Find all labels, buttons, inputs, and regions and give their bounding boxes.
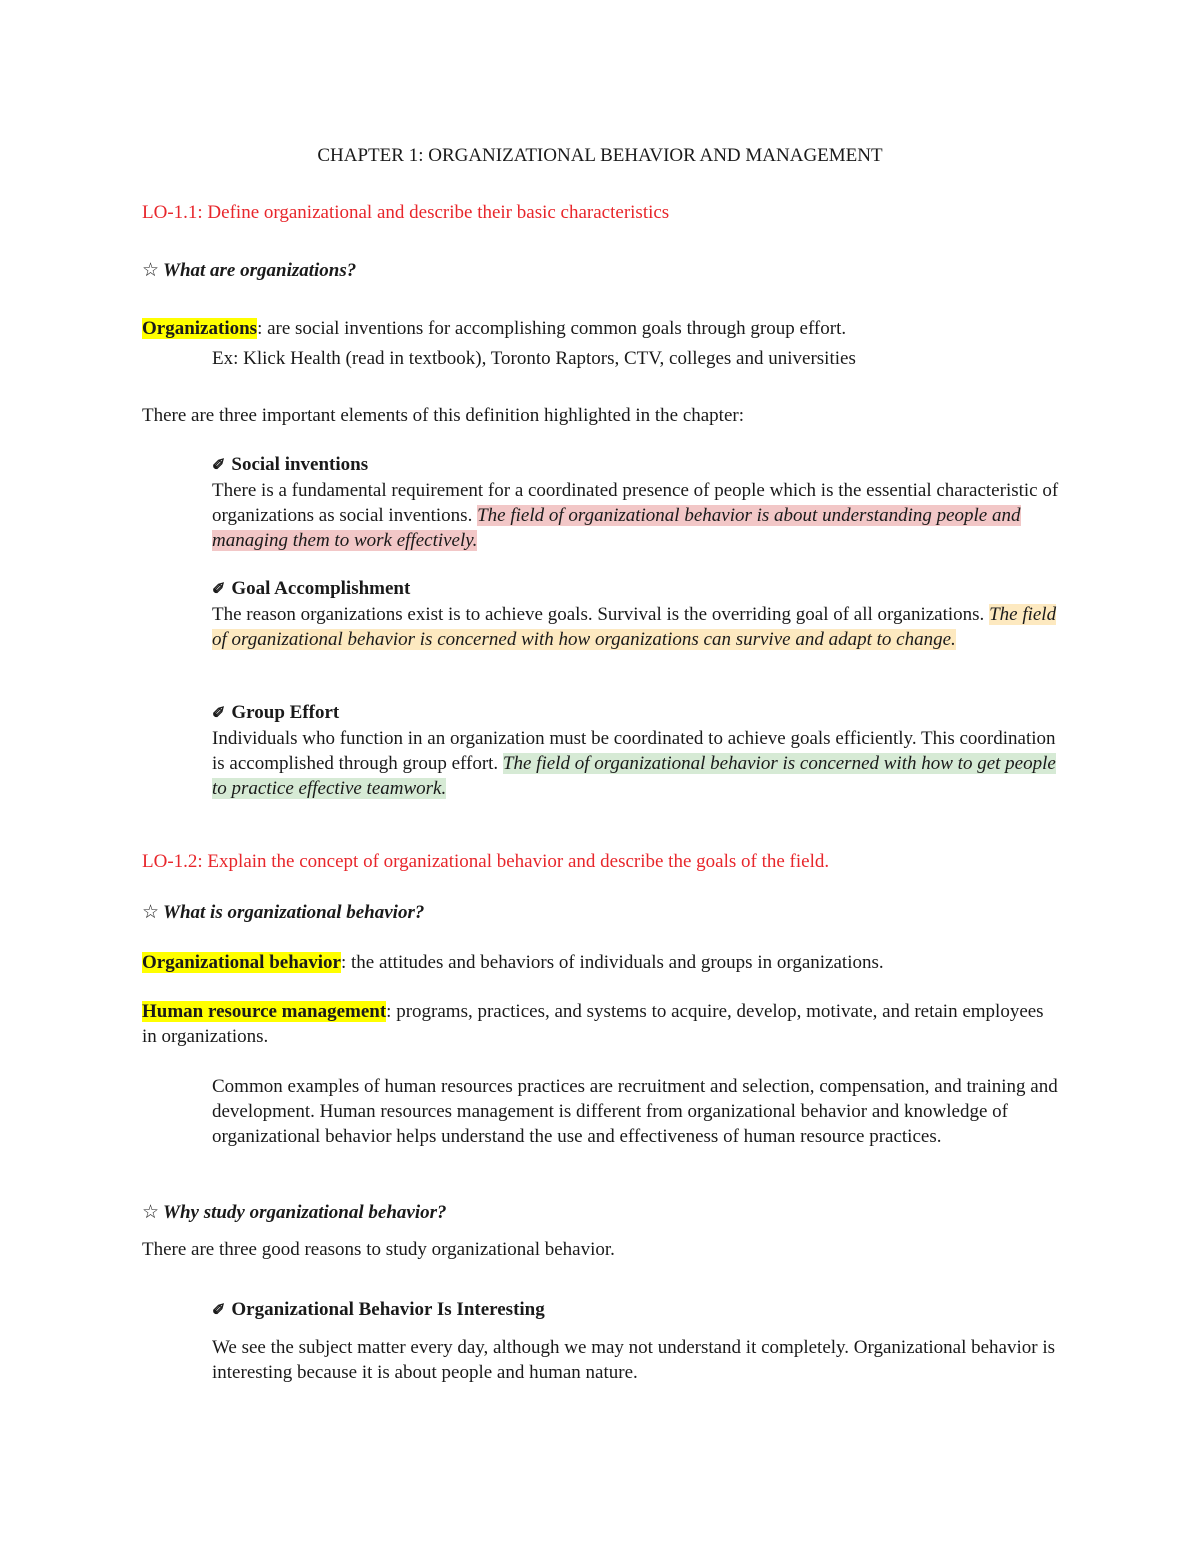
three-elements-intro: There are three important elements of this definition highlighted in the chapter:	[142, 405, 744, 426]
question-what-is-ob: ☆ What is organizational behavior?	[142, 902, 425, 923]
highlight-pink: The field of organizational behavior is about understanding people and managing them to work effectively.	[212, 505, 1021, 551]
term-organizational-behavior: Organizational behavior	[142, 952, 341, 973]
term-human-resource-management: Human resource management	[142, 1001, 387, 1022]
question-why-study-ob: ☆ Why study organizational behavior?	[142, 1202, 447, 1223]
term-organizations: Organizations	[142, 318, 258, 339]
pen-icon: ✐	[212, 705, 226, 722]
learning-objective-1-2: LO-1.2: Explain the concept of organizational behavior and describe the goals of the field.	[142, 851, 830, 872]
highlight-green: The field of organizational behavior is concerned with how to get people to practice effective teamwork.	[212, 753, 1056, 799]
organizations-definition: Organizations: are social inventions for accomplishing common goals through group effort.	[142, 318, 847, 339]
ob-definition: Organizational behavior: the attitudes and behaviors of individuals and groups in organizations.	[142, 952, 884, 973]
element-group-effort: ✐ Group Effort Individuals who function in an organization must be coordinated to achieve goals efficiently. This coordination is accomplished through group effort. The field of organizational behavior is concerned with how to get people to practice effective teamwork.	[212, 702, 1056, 799]
pen-icon: ✐	[212, 1302, 226, 1319]
pen-icon: ✐	[212, 581, 226, 598]
pen-icon: ✐	[212, 457, 226, 474]
hrm-note: Common examples of human resources practices are recruitment and selection, compensation, and training and development. Human resources management is different from organizational behavior and knowledge of organizational behavior helps understand the use and effectiveness of human resource practices.	[212, 1076, 1058, 1147]
element-goal-accomplishment: ✐ Goal Accomplishment The reason organizations exist is to achieve goals. Survival is the overriding goal of all organizations. The field of organizational behavior is concerned with how organizations can survive and adapt to change.	[212, 578, 1057, 650]
star-icon: ☆	[142, 1202, 160, 1223]
highlight-orange: The field of organizational behavior is concerned with how organizations can survive and adapt to change.	[212, 604, 1057, 650]
star-icon: ☆	[142, 902, 160, 923]
learning-objective-1-1: LO-1.1: Define organizational and describe their basic characteristics	[142, 202, 670, 223]
element-social-inventions: ✐ Social inventions There is a fundamental requirement for a coordinated presence of people which is the essential characteristic of organizations as social inventions. The field of organizational behavior is about understanding people and managing them to work effectively.	[212, 454, 1059, 551]
organizations-examples: Ex: Klick Health (read in textbook), Toronto Raptors, CTV, colleges and universities	[212, 348, 856, 369]
chapter-title: CHAPTER 1: ORGANIZATIONAL BEHAVIOR AND MANAGEMENT	[317, 145, 883, 166]
three-reasons-intro: There are three good reasons to study organizational behavior.	[142, 1239, 615, 1260]
reason-ob-interesting: ✐ Organizational Behavior Is Interesting We see the subject matter every day, although we may not understand it completely. Organizational behavior is interesting because it is about people and human nature.	[212, 1299, 1055, 1383]
question-what-are-organizations: ☆ What are organizations?	[142, 260, 357, 281]
star-icon: ☆	[142, 260, 160, 281]
hrm-definition: Human resource management: programs, practices, and systems to acquire, develop, motivate, and retain employees in organizations.	[142, 1001, 1044, 1047]
